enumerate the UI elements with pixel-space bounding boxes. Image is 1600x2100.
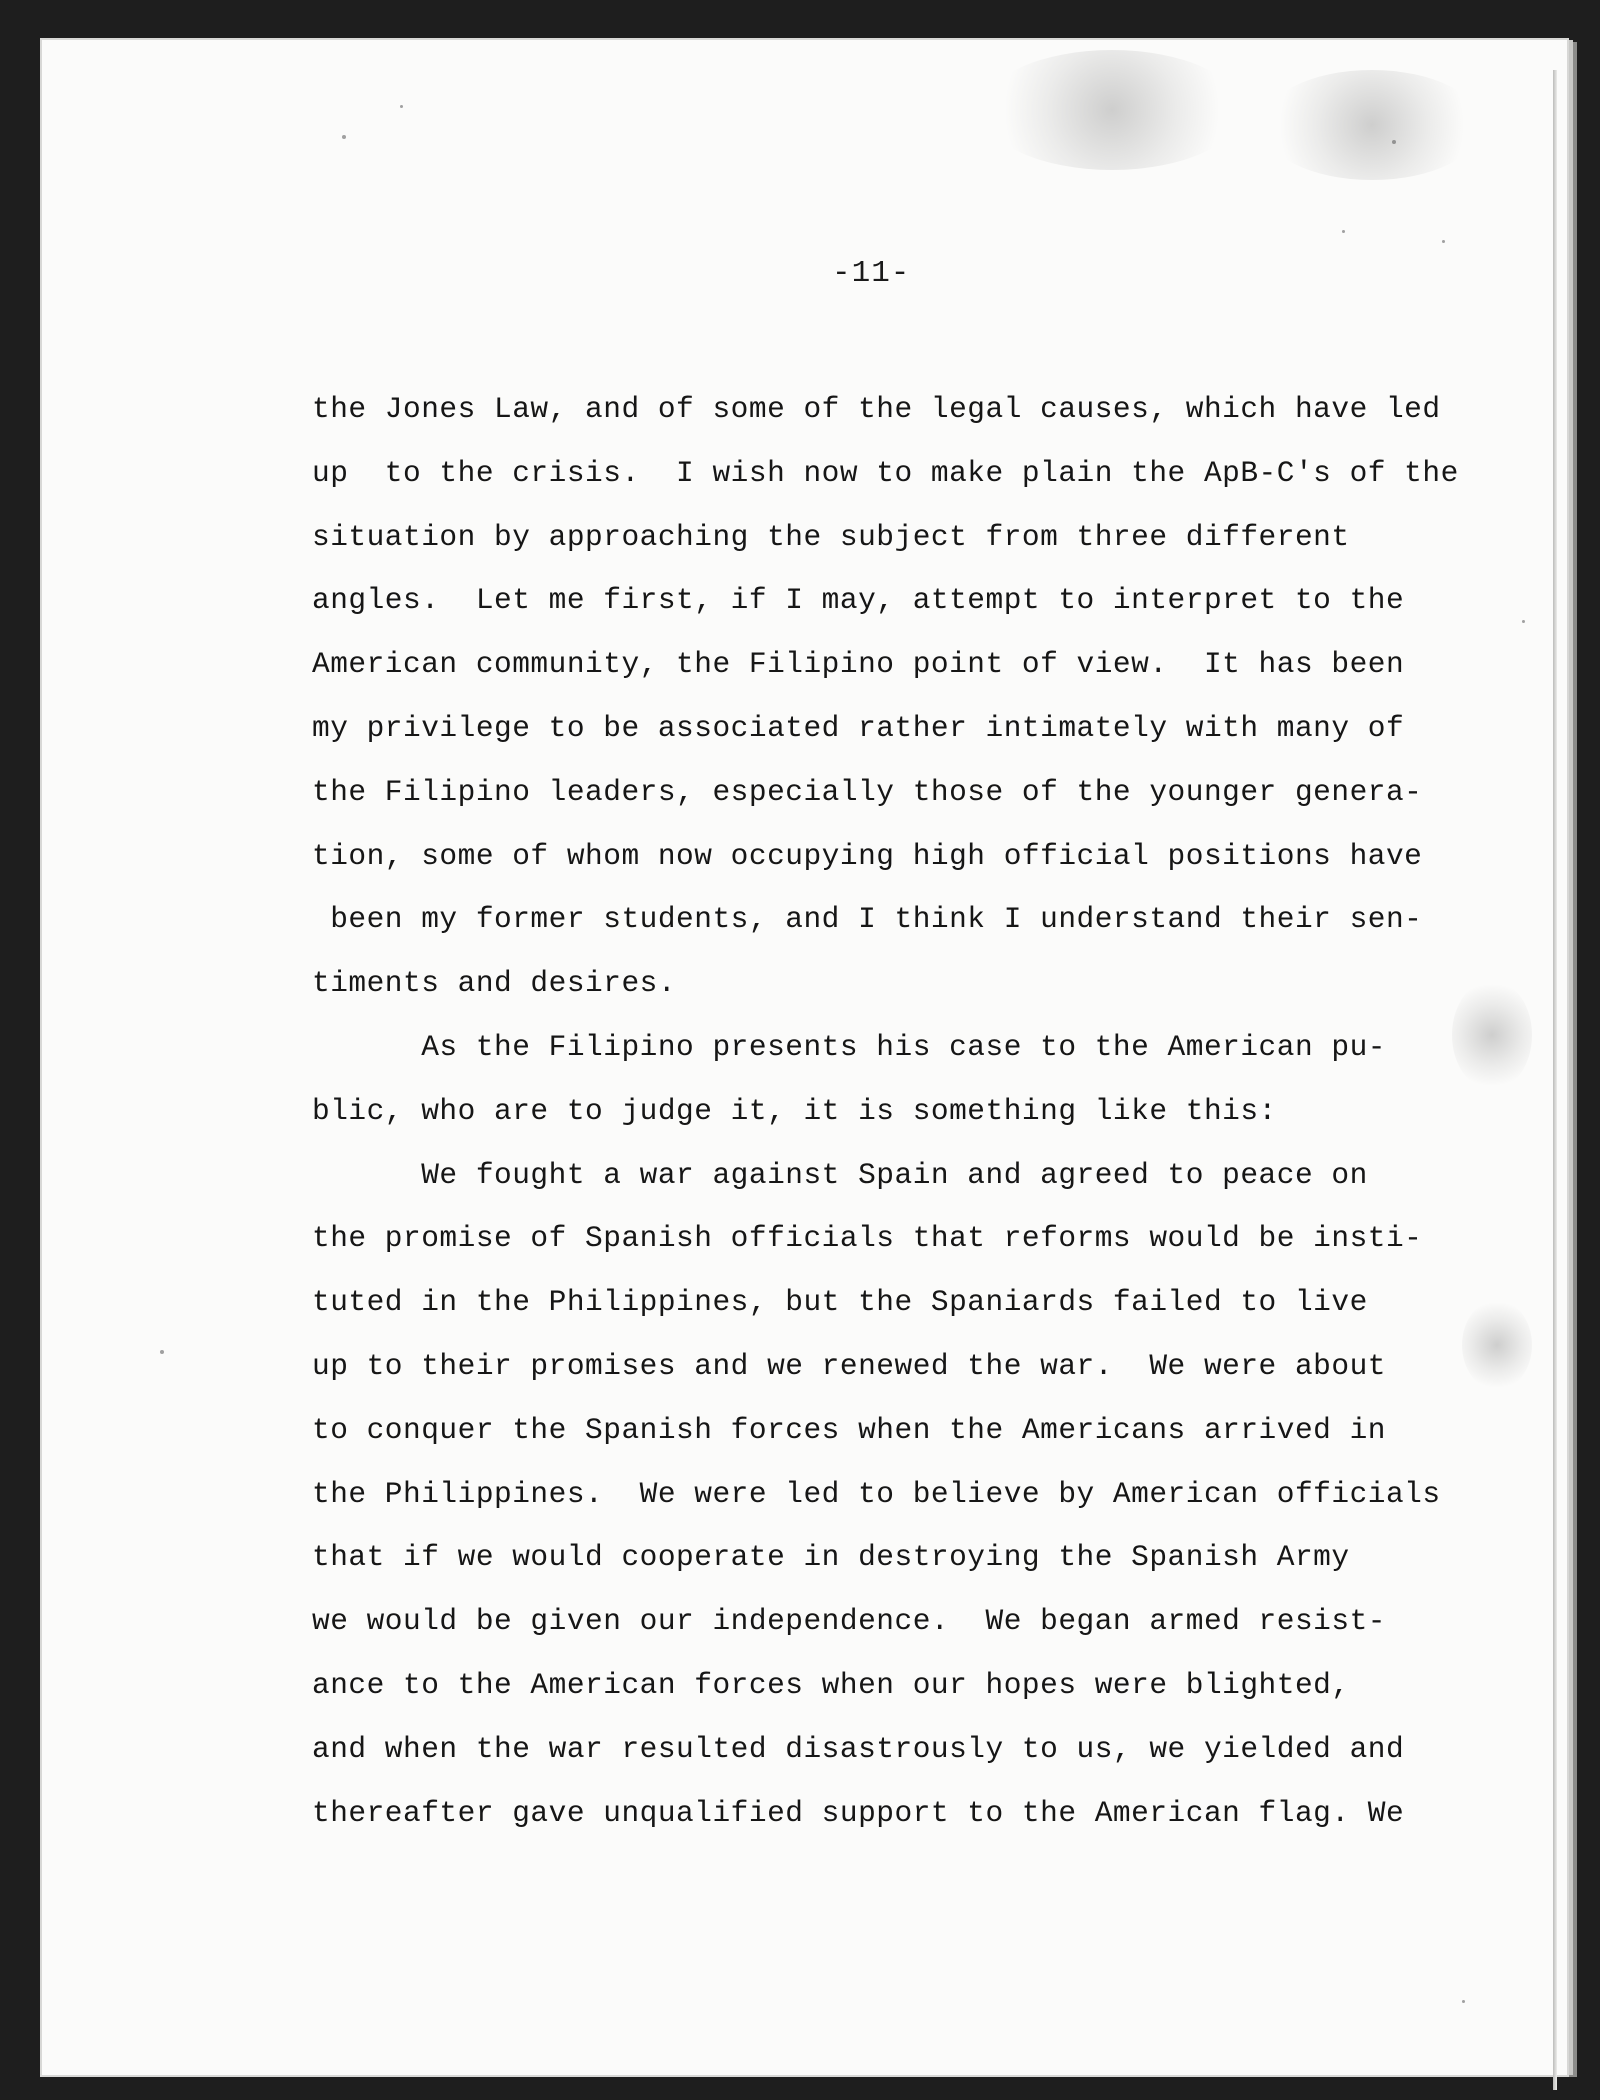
text-line: tuted in the Philippines, but the Spaniards failed to live xyxy=(312,1285,1368,1320)
scan-speck xyxy=(400,105,403,108)
text-line: the Filipino leaders, especially those of the younger genera- xyxy=(312,774,1423,809)
typed-body-text xyxy=(312,378,1542,1845)
scan-speck xyxy=(1462,2000,1465,2003)
text-line: tion, some of whom now occupying high official positions have xyxy=(312,838,1423,873)
scan-speck xyxy=(342,135,346,139)
text-line: We fought a war against Spain and agreed to peace on xyxy=(312,1157,1368,1192)
text-line: thereafter gave unqualified support to the American flag. We xyxy=(312,1795,1405,1830)
page-number: -11- xyxy=(832,256,911,291)
text-line: American community, the Filipino point of view. It has been xyxy=(312,647,1405,682)
text-line: angles. Let me first, if I may, attempt to interpret to the xyxy=(312,583,1405,618)
text-line: that if we would cooperate in destroying the Spanish Army xyxy=(312,1540,1350,1575)
text-line: up to the crisis. I wish now to make plain the ApB-C's of the xyxy=(312,455,1459,490)
scan-smudge xyxy=(1262,70,1482,180)
text-line: and when the war resulted disastrously to us, we yielded and xyxy=(312,1731,1405,1766)
text-line: we would be given our independence. We began armed resist- xyxy=(312,1604,1386,1639)
page-edge xyxy=(1553,70,1557,2090)
text-line: my privilege to be associated rather intimately with many of xyxy=(312,710,1405,745)
text-line: up to their promises and we renewed the war. We were about xyxy=(312,1348,1386,1383)
text-line: been my former students, and I think I understand their sen- xyxy=(312,902,1423,937)
text-line: the Philippines. We were led to believe by American officials xyxy=(312,1476,1441,1511)
text-line: As the Filipino presents his case to the American pu- xyxy=(312,1029,1386,1064)
text-line: to conquer the Spanish forces when the Americans arrived in xyxy=(312,1412,1386,1447)
scan-speck xyxy=(1392,140,1396,144)
scan-speck xyxy=(1442,240,1445,243)
scan-speck xyxy=(1342,230,1345,233)
scan-smudge xyxy=(982,50,1242,170)
text-line: timents and desires. xyxy=(312,966,677,1001)
text-line: the promise of Spanish officials that reforms would be insti- xyxy=(312,1221,1423,1256)
text-line: the Jones Law, and of some of the legal causes, which have led xyxy=(312,392,1441,426)
document-page xyxy=(42,40,1567,2075)
text-line: blic, who are to judge it, it is something like this: xyxy=(312,1093,1277,1128)
text-line: situation by approaching the subject from three different xyxy=(312,519,1350,554)
text-line: ance to the American forces when our hopes were blighted, xyxy=(312,1667,1350,1702)
scan-speck xyxy=(160,1350,164,1354)
